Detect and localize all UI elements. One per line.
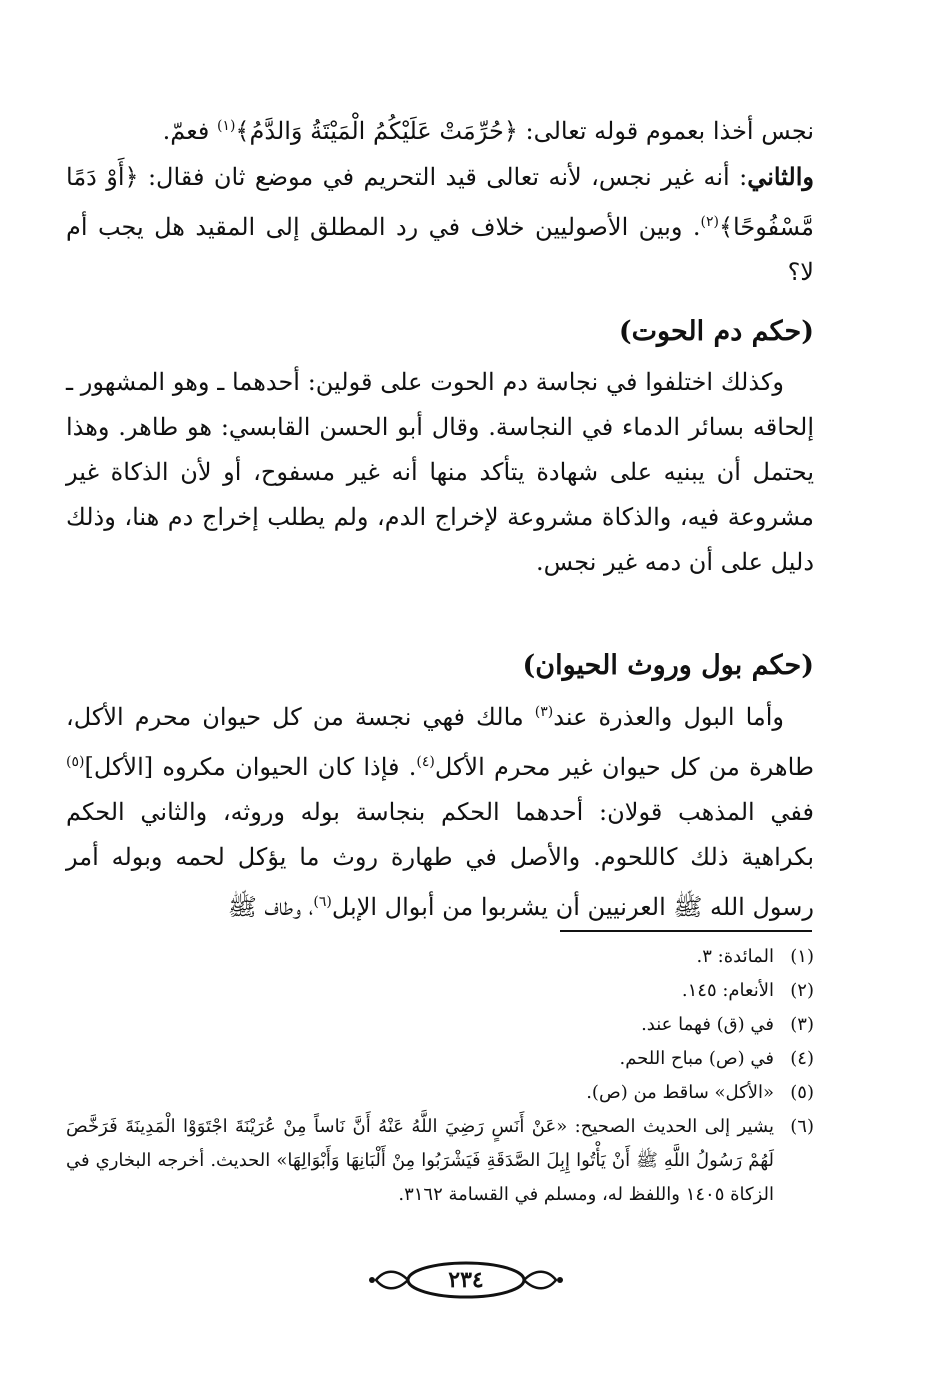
footnote bbox=[66, 940, 814, 974]
intro-text bbox=[66, 104, 814, 295]
section-heading-animal-urine: (حكم بول وروث الحيوان) bbox=[522, 650, 814, 681]
footnote bbox=[66, 974, 814, 1008]
page-number-ornament bbox=[366, 1258, 566, 1302]
footnote-ref-3: (٣) bbox=[534, 704, 554, 720]
intro-paragraph-1: نجس أخذا بعموم قوله تعالى: ﴿حُرِّمَتْ عَلَيْكُمُ الْمَيْتَةُ وَالدَّمُ﴾$^{(١)}$ فعمّ. bbox=[162, 117, 814, 145]
footnote-text: الأنعام: ١٤٥. bbox=[681, 980, 774, 1001]
page-number: ٢٣٤ bbox=[448, 1267, 484, 1293]
footnote-separator bbox=[560, 930, 812, 932]
intro-paragraph-2: والثاني: أنه غير نجس، لأنه تعالى قيد التحريم في موضع ثان فقال: ﴿أَوْ دَمًا مَّسْفُوحًا﴾$^{(٢)}$. وبين الأصوليين خلاف في رد المطلق إلى المقيد هل يجب أم لا؟ bbox=[66, 162, 814, 286]
footnote-text: يشير إلى الحديث الصحيح: «عَنْ أَنَسٍ رَضِيَ اللَّهُ عَنْهُ أَنَّ نَاساً مِنْ عُرَيْنَةَ اجْتَوَوْا الْمَدِينَةَ فَرَخَّصَ لَهُمْ رَسُولُ اللَّهِ ﷺ أَنْ يَأْتُوا إِبِلَ الصَّدَقَةِ فَيَشْرَبُوا مِنْ أَلْبَانِهَا وَأَبْوَالِهَا» الحديث. أخرجه البخاري في الزكاة ١٤٠٥ واللفظ له، ومسلم في القسامة ٣١٦٢. bbox=[66, 1116, 774, 1205]
footnote bbox=[66, 1042, 814, 1076]
footnote-number: (٥) bbox=[790, 1082, 814, 1103]
section-heading-fish-blood: (حكم دم الحوت) bbox=[618, 316, 814, 347]
section-body-animal-urine: وأما البول والعذرة عند$^{(٣)}$ مالك فهي نجسة من كل حيوان محرم الأكل، طاهرة من كل حيوان غير محرم الأكل$^{(٤)}$. فإذا كان الحيوان مكروه [الأكل]$^{(٥)}$ ففي المذهب قولان: أحدهما الحكم بنجاسة بوله وروثه، والثاني الحكم بكراهية ذلك كاللحوم. والأصل في طهارة روث ما يؤكل لحمه وبوله أمر رسول الله ﷺ العرنيين أن يشربوا من أبوال الإبل$^{(٦)}$، وطاف ﷺ bbox=[66, 703, 814, 921]
section-body-fish-blood: وكذلك اختلفوا في نجاسة دم الحوت على قولين: أحدهما ـ وهو المشهور ـ إلحاقه بسائر الدماء في النجاسة. وقال أبو الحسن القابسي: هو طاهر. وهذا يحتمل أن يبنيه على شهادة يتأكد منها أنه غير مسفوح، أو لأن الذكاة غير مشروعة فيه، والذكاة مشروعة لإخراج الدم، ولم يطلب إخراج دم هنا، وذلك دليل على أن دمه غير نجس. bbox=[66, 368, 814, 576]
footnote-ref-4: (٤) bbox=[416, 754, 435, 770]
footnote-text: «الأكل» ساقط من (ص). bbox=[586, 1082, 774, 1103]
footnote bbox=[66, 1110, 814, 1212]
footnote bbox=[66, 1076, 814, 1110]
footnote-text: في (ص) مباح اللحم. bbox=[619, 1048, 774, 1069]
footnote-number: (٦) bbox=[790, 1116, 814, 1137]
footnote-ref-2: (٢) bbox=[700, 214, 719, 230]
footnote-number: (١) bbox=[790, 946, 814, 967]
footnote-text: في (ق) فهما عند. bbox=[641, 1014, 774, 1035]
footnote-ref-1: (١) bbox=[216, 118, 236, 134]
footnote-number: (٣) bbox=[790, 1014, 814, 1035]
footnote-ref-5: (٥) bbox=[66, 754, 85, 770]
footnote-ref-6: (٦) bbox=[313, 894, 332, 910]
second-opinion-label: والثاني bbox=[747, 162, 814, 191]
footnotes bbox=[66, 940, 814, 1212]
footnote bbox=[66, 1008, 814, 1042]
footnote-number: (٤) bbox=[790, 1048, 814, 1069]
footnote-text: المائدة: ٣. bbox=[696, 946, 774, 967]
footnote-number: (٢) bbox=[790, 980, 814, 1001]
